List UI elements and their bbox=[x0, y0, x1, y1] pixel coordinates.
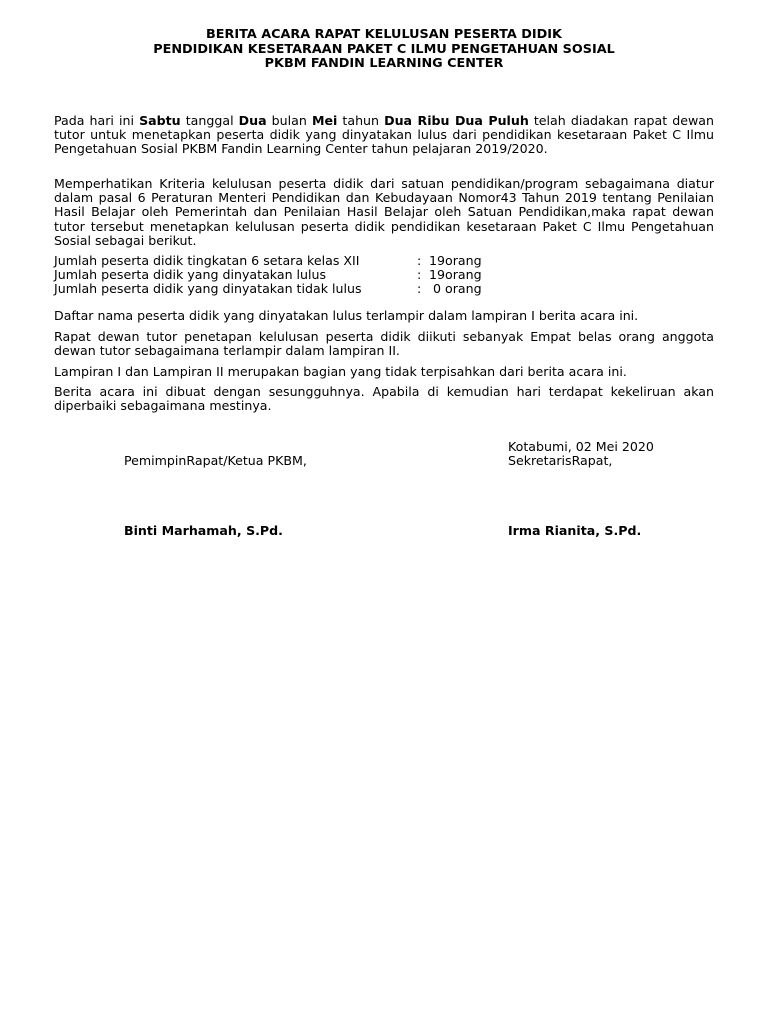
paragraph-list-note: Daftar nama peserta didik yang dinyatakan lulus terlampir dalam lampiran I berita acara ini. bbox=[54, 308, 639, 323]
stats-value bbox=[417, 268, 482, 282]
document-title bbox=[0, 28, 768, 72]
colon: : bbox=[417, 267, 422, 283]
paragraph-tutors: Rapat dewan tutor penetapan kelulusan peserta didik diikuti sebanyak Empat belas orang anggota dewan tutor sebagaimana terlampir dalam lampiran II. bbox=[54, 329, 714, 359]
count: 0 bbox=[432, 281, 441, 297]
paragraph-attachments: Lampiran I dan Lampiran II merupakan bagian yang tidak terpisahkan dari berita acara ini. bbox=[54, 364, 627, 379]
stats-row bbox=[54, 282, 714, 296]
unit: orang bbox=[445, 253, 482, 268]
stats-value bbox=[417, 282, 482, 296]
stats-list bbox=[54, 254, 714, 297]
paragraph-closing: Berita acara ini dibuat dengan sesungguhnya. Apabila di kemudian hari terdapat kekeliruan akan diperbaiki sebagaimana mestinya. bbox=[54, 384, 714, 414]
colon: : bbox=[417, 281, 422, 297]
title-line-1: BERITA ACARA RAPAT KELULUSAN PESERTA DIDIK bbox=[206, 27, 562, 42]
secretary-name: Irma Rianita, S.Pd. bbox=[508, 523, 642, 538]
month-name: Mei bbox=[311, 113, 338, 128]
unit: orang bbox=[445, 281, 482, 297]
day-number: Dua bbox=[238, 113, 267, 128]
stats-label: Jumlah peserta didik yang dinyatakan lulus bbox=[54, 267, 327, 283]
colon: : bbox=[417, 253, 422, 268]
title-line-3: PKBM FANDIN LEARNING CENTER bbox=[264, 56, 504, 71]
stats-value bbox=[417, 254, 482, 268]
count: 19 bbox=[429, 253, 446, 268]
title-line-2: PENDIDIKAN KESETARAAN PAKET C ILMU PENGETAHUAN SOSIAL bbox=[153, 41, 615, 57]
place-date: Kotabumi, 02 Mei 2020 bbox=[508, 439, 654, 454]
day-name: Sabtu bbox=[139, 113, 181, 128]
stats-row bbox=[54, 268, 714, 282]
unit: orang bbox=[445, 267, 482, 283]
chair-name: Binti Marhamah, S.Pd. bbox=[124, 523, 283, 538]
paragraph-opening bbox=[54, 114, 714, 157]
chair-role: PemimpinRapat/Ketua PKBM, bbox=[124, 453, 307, 468]
count: 19 bbox=[429, 267, 446, 283]
text-segment: tanggal bbox=[180, 113, 239, 128]
stats-label: Jumlah peserta didik tingkatan 6 setara kelas XII bbox=[54, 253, 360, 268]
text-segment: telah diadakan rapat dewan tutor untuk menetapkan peserta didik yang dinyatakan lulus dari pendidikan kesetaraan Paket C Ilmu Pengetahuan Sosial PKBM Fandin Learning Center tahun pelajaran 2019/2020. bbox=[54, 113, 714, 157]
paragraph-criteria: Memperhatikan Kriteria kelulusan peserta didik dari satuan pendidikan/program sebagaimana diatur dalam pasal 6 Peraturan Menteri Pendidikan dan Kebudayaan Nomor43 Tahun 2019 tentang Penilaian Hasil Belajar oleh Pemerintah dan Penilaian Hasil Belajar oleh Satuan Pendidikan,maka rapat dewan tutor tersebut menetapkan kelulusan peserta didik pendidikan kesetaraan Paket C Ilmu Pengetahuan Sosial sebagai berikut. bbox=[54, 176, 714, 248]
stats-label: Jumlah peserta didik yang dinyatakan tidak lulus bbox=[54, 281, 362, 297]
text-segment: bulan bbox=[266, 113, 312, 128]
secretary-role: SekretarisRapat, bbox=[508, 453, 613, 468]
stats-row bbox=[54, 254, 714, 268]
text-segment: tahun bbox=[337, 113, 385, 128]
text-segment: Pada hari ini bbox=[54, 113, 140, 128]
year-words: Dua Ribu Dua Puluh bbox=[384, 113, 529, 128]
